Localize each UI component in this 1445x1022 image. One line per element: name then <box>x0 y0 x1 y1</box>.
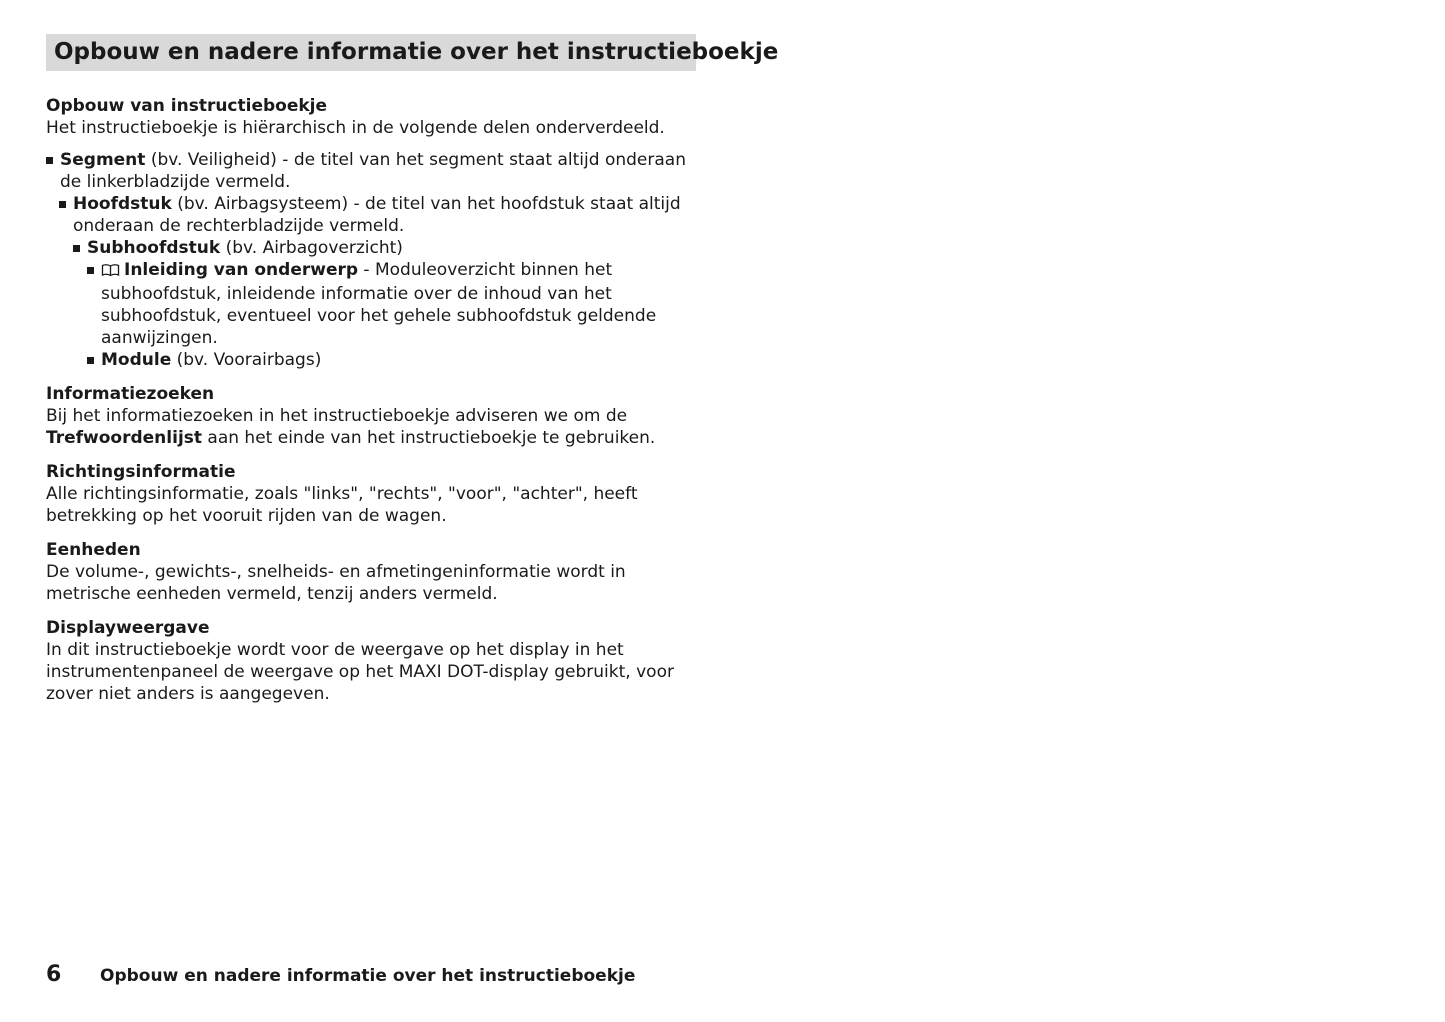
display-text: In dit instructieboekje wordt voor de weergave op het display in het instrumentenpaneel de weergave op het MAXI DOT-display gebruikt, voor zover niet anders is aangegeven. <box>46 640 674 704</box>
term: Subhoofdstuk <box>87 238 221 258</box>
page-number: 6 <box>46 962 62 987</box>
term: Inleiding van onderwerp <box>124 260 359 280</box>
description: (bv. Airbagsysteem) - de titel van het hoofdstuk staat altijd onderaan de rechterbladzijde vermeld. <box>73 194 681 236</box>
page-footer <box>46 962 635 987</box>
open-book-icon <box>101 261 120 283</box>
search-text <box>46 405 696 449</box>
direction-heading: Richtingsinformatie <box>46 462 236 482</box>
search-section <box>46 383 696 449</box>
search-heading: Informatiezoeken <box>46 384 215 404</box>
display-section <box>46 617 696 705</box>
description: - Moduleoverzicht binnen het subhoofdstuk, inleidende informatie over de inhoud van het subhoofdstuk, eventueel voor het gehele subhoofdstuk geldende aanwijzingen. <box>101 260 657 348</box>
direction-section <box>46 461 696 527</box>
search-bold-term: Trefwoordenlijst <box>46 428 203 448</box>
display-heading: Displayweergave <box>46 618 210 638</box>
hierarchy-list <box>46 149 696 371</box>
term: Segment <box>60 150 146 170</box>
structure-intro: Het instructieboekje is hiërarchisch in de volgende delen onderverdeeld. <box>46 118 665 138</box>
term: Hoofdstuk <box>73 194 172 214</box>
running-title: Opbouw en nadere informatie over het instructieboekje <box>100 966 636 986</box>
list-item-subhoofdstuk <box>73 237 696 259</box>
description: (bv. Veiligheid) - de titel van het segment staat altijd onderaan de linkerbladzijde vermeld. <box>60 150 686 192</box>
units-heading: Eenheden <box>46 540 141 560</box>
structure-heading: Opbouw van instructieboekje <box>46 96 328 116</box>
list-item-module <box>87 349 696 371</box>
units-section <box>46 539 696 605</box>
description: (bv. Voorairbags) <box>171 350 322 370</box>
description: (bv. Airbagoverzicht) <box>220 238 403 258</box>
term: Module <box>101 350 172 370</box>
structure-section <box>46 95 696 371</box>
list-item-segment <box>46 149 696 193</box>
content-column <box>46 34 779 705</box>
search-text-after: aan het einde van het instructieboekje te gebruiken. <box>202 428 656 448</box>
list-item-inleiding <box>87 259 696 349</box>
direction-text: Alle richtingsinformatie, zoals "links", "rechts", "voor", "achter", heeft betrekking op het vooruit rijden van de wagen. <box>46 484 638 526</box>
list-item-hoofdstuk <box>59 193 696 237</box>
units-text: De volume-, gewichts-, snelheids- en afmetingeninformatie wordt in metrische eenheden vermeld, tenzij anders vermeld. <box>46 562 626 604</box>
page-title: Opbouw en nadere informatie over het instructieboekje <box>46 34 696 71</box>
search-text-before: Bij het informatiezoeken in het instructieboekje adviseren we om de <box>46 406 628 426</box>
